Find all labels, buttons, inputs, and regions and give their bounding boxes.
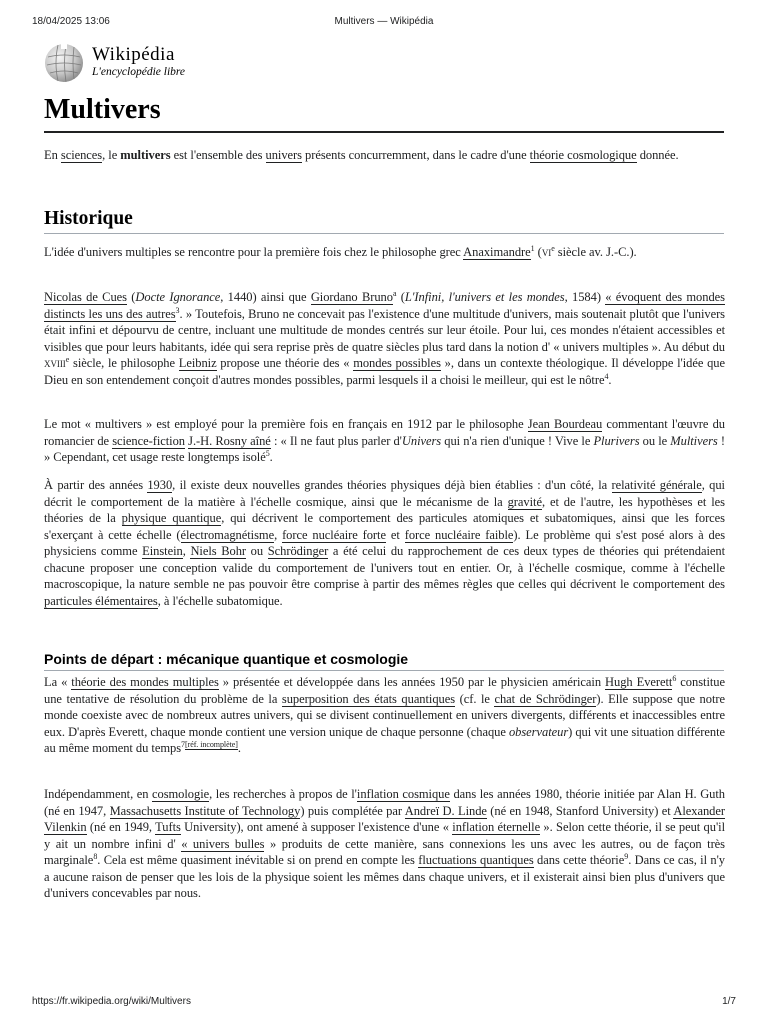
intro-paragraph: En sciences, le multivers est l'ensemble des univers présents concurremment, dans le cadre d'une théorie cosmologique donnée. — [44, 148, 679, 162]
wikipedia-logo[interactable] — [44, 43, 244, 83]
link-particules-elementaires[interactable]: particules élémentaires — [44, 593, 158, 608]
print-page-number: 1/7 — [722, 996, 736, 1007]
link-mondes-possibles[interactable]: mondes possibles — [353, 356, 441, 370]
link-force-nucleaire-forte[interactable]: force nucléaire forte — [282, 527, 386, 542]
link-sciences[interactable]: sciences — [60, 148, 103, 162]
footnote-ref[interactable]: 4 — [604, 371, 609, 381]
link-force-nucleaire-faible[interactable]: force nucléaire faible — [404, 527, 514, 542]
footnote-ref[interactable]: 9 — [624, 851, 629, 861]
link-1930[interactable]: 1930 — [147, 478, 173, 492]
link-relativite-generale[interactable]: relativité générale — [611, 478, 702, 492]
link-tufts[interactable]: Tufts — [155, 820, 181, 834]
link-schrodinger[interactable]: Schrödinger — [267, 544, 329, 558]
link-leibniz[interactable]: Leibniz — [178, 356, 217, 370]
print-footer — [0, 996, 768, 1012]
link-andrei-linde[interactable]: Andreï D. Linde — [404, 803, 487, 818]
link-inflation-cosmique[interactable]: inflation cosmique — [356, 787, 450, 801]
link-physique-quantique[interactable]: physique quantique — [121, 511, 222, 525]
footnote-ref[interactable]: 7 — [181, 739, 185, 749]
link-chat-de-schrodinger[interactable]: chat de Schrödinger — [494, 691, 597, 706]
link-citation-bruno[interactable]: « évoquent des mondes distincts les uns des autres — [44, 290, 725, 321]
points-paragraph-2: Indépendamment, en cosmologie, les recherches à propos de l'inflation cosmique dans les années 1980, théorie initiée par Alan H. Guth (né en 1947, Massachusetts Institute of Technology) puis complétée par Andreï D. Linde (né en 1948, Stanford University) et Alexander Vilenkin (né en 1949, Tufts University), ont amené à supposer l'existence d'une « inflation éternelle ». Selon cette théorie, il se peut qu'il y ait un nombre infini d' « univers bulles » produits de cette manière, sans connexions les uns avec les autres, ou de façon très marginale$^8$. Cela est même quasiment inévitable si on prend en compte les fluctuations quantiques dans cette théorie$^9$. Dans ce cas, il n'y a aucune raison de penser que les lois de la physique soient les mêmes dans chaque univers, et il existerait ainsi bien plus d'univers que d'univers concevables par nous. — [44, 787, 726, 900]
print-page-title: Multivers — Wikipédia — [334, 16, 434, 27]
link-fluctuations-quantiques[interactable]: fluctuations quantiques — [418, 853, 534, 867]
print-datetime: 18/04/2025 13:06 — [32, 16, 110, 27]
footnote-ref[interactable]: 3 — [175, 305, 180, 315]
link-hugh-everett[interactable]: Hugh Everett — [605, 675, 673, 689]
link-cosmologie[interactable]: cosmologie — [152, 787, 210, 801]
footnote-ref[interactable]: a — [392, 288, 397, 298]
link-jean-bourdeau[interactable]: Jean Bourdeau — [527, 417, 603, 431]
link-univers-bulles[interactable]: « univers bulles — [181, 836, 265, 851]
puzzle-globe-icon — [44, 43, 84, 83]
historique-paragraph-2: Nicolas de Cues (Docte Ignorance, 1440) ainsi que Giordano Bruno$^a$ (L'Infini, l'univers et les mondes, 1584) « évoquent des mondes distincts les uns des autres$^3$. » Toutefois, Bruno ne concevait pas l'existence d'une multitude d'univers, mais soutenait plutôt que l'univers était infini et dépourvu de centre, incluant une multitude de mondes centrés sur leur étoile. Pour lui, ces mondes n'étaient accessibles et visibles que pour leurs habitants, idée qui sera reprise près de quatre siècles plus tard dans la notion d' « univers multiples ». Au début du xviii$^e$ siècle, le philosophe Leibniz propose une théorie des « mondes possibles », dans un contexte théologique. Il développe l'idée que Dieu en son entendement conçoit d'autres mondes possibles, parmi lesquels il a choisi le meilleur, qui est le nôtre$^4$. — [44, 288, 726, 387]
footnote-ref[interactable]: 1 — [530, 243, 535, 253]
page-title: Multivers — [44, 92, 724, 133]
print-url: https://fr.wikipedia.org/wiki/Multivers — [32, 996, 191, 1007]
link-rosny-aine[interactable]: J.-H. Rosny aîné — [188, 433, 271, 448]
section-heading-historique: Historique — [44, 207, 724, 234]
link-science-fiction[interactable]: science-fiction — [112, 433, 186, 448]
link-mit[interactable]: Massachusetts Institute of Technology — [109, 803, 301, 818]
footnote-ref[interactable]: 6 — [672, 673, 677, 683]
link-giordano-bruno[interactable]: Giordano Bruno — [310, 290, 393, 304]
print-header — [0, 16, 768, 32]
link-niels-bohr[interactable]: Niels Bohr — [190, 544, 247, 558]
historique-paragraph-1: L'idée d'univers multiples se rencontre pour la première fois chez le philosophe grec Anaximandre$^1$ ($vi^e$ siècle av. J.-C.). — [44, 243, 637, 259]
wordmark: Wikipédia — [92, 44, 175, 65]
points-paragraph-1: La « théorie des mondes multiples » présentée et développée dans les années 1950 par le physicien américain Hugh Everett$^6$ constitue une tentative de résolution du problème de la superposition des états quantiques (cf. le chat de Schrödinger). Elle suppose que notre monde coexiste avec de nombreux autres univers, qui se divisent continuellement en univers divergents, différents et inaccessibles entre eux. D'après Everett, chaque monde contient une version unique de chaque personne (chaque observateur) qui vit une situation différente au même moment du temps$^{7[réf. incomplète]}$. — [44, 673, 725, 755]
link-alexander-vilenkin[interactable]: Alexander Vilenkin — [44, 803, 725, 834]
link-gravite[interactable]: gravité — [507, 494, 542, 509]
link-univers[interactable]: univers — [265, 148, 302, 162]
link-superposition[interactable]: superposition des états quantiques — [281, 691, 456, 706]
link-einstein[interactable]: Einstein — [142, 544, 183, 558]
historique-paragraph-3: Le mot « multivers » est employé pour la première fois en français en 1912 par le philosophe Jean Bourdeau commentant l'œuvre du romancier de science-fiction J.-H. Rosny aîné : « Il ne faut plus parler d'Univers qui n'a rien d'unique ! Vive le Plurivers ou le Multivers ! » Cependant, cet usage reste longtemps isolé$^5$. — [44, 417, 725, 464]
link-theorie-cosmologique[interactable]: théorie cosmologique — [529, 148, 637, 162]
ref-incomplete-tag[interactable]: [réf. incomplète] — [184, 739, 238, 749]
link-electromagnetisme[interactable]: électromagnétisme — [180, 527, 275, 542]
link-nicolas-de-cues[interactable]: Nicolas de Cues — [44, 290, 127, 304]
link-inflation-eternelle[interactable]: inflation éternelle — [452, 820, 541, 834]
tagline: L'encyclopédie libre — [92, 66, 186, 78]
footnote-ref[interactable]: 5 — [265, 448, 270, 458]
link-mondes-multiples[interactable]: théorie des mondes multiples — [71, 675, 219, 689]
link-anaximandre[interactable]: Anaximandre — [463, 245, 531, 259]
section-heading-points-de-depart: Points de départ : mécanique quantique et cosmologie — [44, 650, 724, 671]
footnote-ref[interactable]: 8 — [93, 851, 98, 861]
historique-paragraph-4: À partir des années 1930, il existe deux nouvelles grandes théories physiques déjà bien établies : d'un côté, la relativité générale, qui décrit le comportement de la matière à l'échelle cosmique, ainsi que le mécanisme de la gravité, et de l'autre, les hypothèses et les théories de la physique quantique, qui décrivent le comportement des particules atomiques et subatomiques, ainsi que les forces s'exerçant à cette échelle (électromagnétisme, force nucléaire forte et force nucléaire faible). Le problème qui s'est posé alors à des physiciens comme Einstein, Niels Bohr ou Schrödinger a été celui du rapprochement de ces deux types de théories qui prétendaient chacune proposer une conception valide du comportement de l'univers tout en entier. Or, à l'échelle cosmique, comme à l'échelle macroscopique, la nature semble ne pas pouvoir être comprise à partir des mêmes règles que celles qui décrivent le comportement des particules élémentaires, à l'échelle subatomique. — [44, 478, 726, 608]
